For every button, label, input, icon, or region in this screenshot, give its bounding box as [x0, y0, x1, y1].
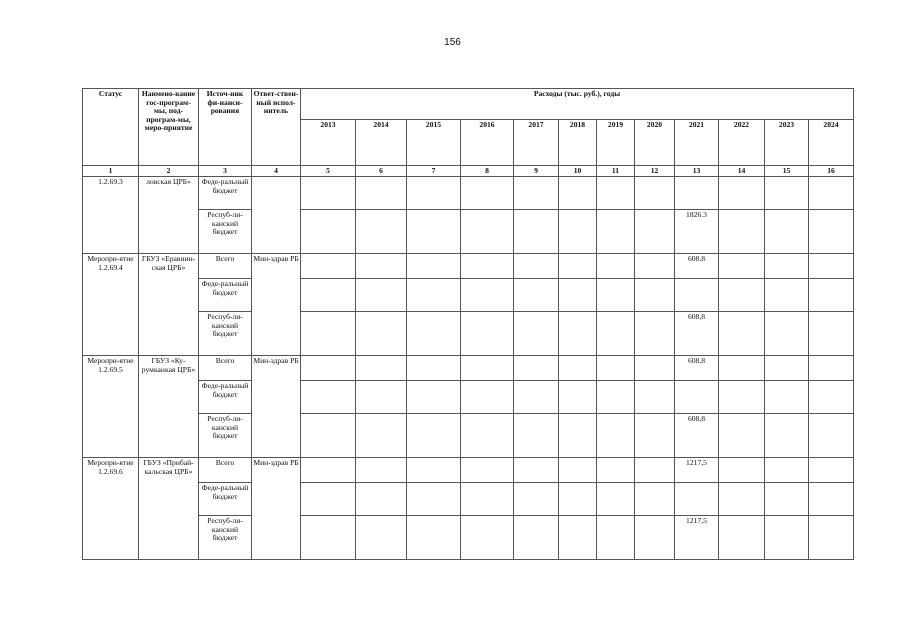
status-cell: Меропри-ятие 1.2.69.6: [83, 458, 139, 560]
value-cell: [765, 312, 809, 356]
value-cell: [407, 356, 461, 381]
table-row: [83, 279, 854, 312]
table-row: [83, 414, 854, 458]
value-cell: [407, 254, 461, 279]
value-cell: [559, 177, 597, 210]
value-cell: [514, 381, 559, 414]
value-cell: [635, 254, 675, 279]
value-cell: [597, 458, 635, 483]
value-cell: [356, 177, 407, 210]
value-cell: [559, 312, 597, 356]
source-cell: Всего: [199, 356, 252, 381]
value-cell: [597, 279, 635, 312]
table-row: [83, 516, 854, 560]
source-cell: Феде-ральный бюджет: [199, 381, 252, 414]
value-cell: [356, 414, 407, 458]
value-cell: [765, 483, 809, 516]
value-cell: [407, 516, 461, 560]
value-cell: [719, 516, 765, 560]
value-cell: [719, 177, 765, 210]
value-cell: [809, 516, 854, 560]
value-cell: [809, 458, 854, 483]
value-cell: [301, 279, 356, 312]
header-year: 2022: [719, 120, 765, 166]
value-cell: [597, 177, 635, 210]
column-number: 15: [765, 166, 809, 177]
value-cell: [301, 177, 356, 210]
source-cell: Респуб-ли-канский бюджет: [199, 312, 252, 356]
table-row: [83, 254, 854, 279]
header-name: Наимено-вание гос-програм-мы, под-програм-мы, меро-приятие: [139, 89, 199, 166]
source-cell: Всего: [199, 458, 252, 483]
value-cell: [407, 414, 461, 458]
value-cell: [514, 458, 559, 483]
value-cell: [809, 254, 854, 279]
executor-cell: Мин-здрав РБ: [252, 458, 301, 560]
value-2021-cell: 608,8: [675, 414, 719, 458]
source-cell: Феде-ральный бюджет: [199, 177, 252, 210]
source-cell: Респуб-ли-канский бюджет: [199, 210, 252, 254]
value-cell: [514, 279, 559, 312]
name-cell: ГБУЗ «Еравнин-ская ЦРБ»: [139, 254, 199, 356]
value-cell: [461, 312, 514, 356]
value-cell: [407, 483, 461, 516]
value-cell: [597, 516, 635, 560]
value-cell: [635, 381, 675, 414]
value-cell: [559, 414, 597, 458]
value-cell: [461, 254, 514, 279]
value-cell: [356, 254, 407, 279]
source-cell: Респуб-ли-канский бюджет: [199, 516, 252, 560]
value-cell: [356, 356, 407, 381]
column-number: 16: [809, 166, 854, 177]
header-year: 2020: [635, 120, 675, 166]
value-cell: [719, 414, 765, 458]
column-number: 14: [719, 166, 765, 177]
value-cell: [635, 516, 675, 560]
column-number: 12: [635, 166, 675, 177]
header-year: 2014: [356, 120, 407, 166]
value-cell: [559, 483, 597, 516]
value-cell: [597, 356, 635, 381]
header-source: Источ-ник фи-нанси-рования: [199, 89, 252, 166]
value-cell: [461, 381, 514, 414]
value-cell: [559, 356, 597, 381]
status-cell: Меропри-ятие 1.2.69.4: [83, 254, 139, 356]
value-cell: [809, 356, 854, 381]
value-cell: [635, 312, 675, 356]
value-cell: [514, 356, 559, 381]
source-cell: Респуб-ли-канский бюджет: [199, 414, 252, 458]
header-year: 2024: [809, 120, 854, 166]
value-cell: [301, 356, 356, 381]
value-cell: [461, 177, 514, 210]
value-cell: [356, 279, 407, 312]
value-cell: [635, 414, 675, 458]
header-status: Статус: [83, 89, 139, 166]
name-cell: ГБУЗ «Прибай-кальская ЦРБ»: [139, 458, 199, 560]
value-cell: [301, 414, 356, 458]
value-cell: [635, 356, 675, 381]
executor-cell: [252, 177, 301, 254]
value-cell: [514, 177, 559, 210]
value-cell: [301, 254, 356, 279]
value-cell: [765, 356, 809, 381]
table-row: [83, 356, 854, 381]
value-cell: [461, 483, 514, 516]
value-cell: [301, 210, 356, 254]
value-2021-cell: [675, 483, 719, 516]
header-year: 2013: [301, 120, 356, 166]
value-2021-cell: 1217,5: [675, 516, 719, 560]
value-cell: [719, 458, 765, 483]
value-cell: [597, 414, 635, 458]
value-cell: [514, 414, 559, 458]
value-cell: [809, 381, 854, 414]
header-executor: Ответ-ствен-ный испол-нитель: [252, 89, 301, 166]
value-2021-cell: [675, 279, 719, 312]
column-number: 6: [356, 166, 407, 177]
value-cell: [407, 312, 461, 356]
value-cell: [461, 356, 514, 381]
value-cell: [809, 210, 854, 254]
value-cell: [407, 177, 461, 210]
column-number: 13: [675, 166, 719, 177]
value-cell: [597, 381, 635, 414]
status-cell: 1.2.69.3: [83, 177, 139, 254]
value-cell: [809, 414, 854, 458]
column-number: 7: [407, 166, 461, 177]
column-number: 9: [514, 166, 559, 177]
value-cell: [461, 210, 514, 254]
value-2021-cell: 608,8: [675, 312, 719, 356]
executor-cell: Мин-здрав РБ: [252, 254, 301, 356]
table-row: [83, 483, 854, 516]
executor-cell: Мин-здрав РБ: [252, 356, 301, 458]
header-year: 2023: [765, 120, 809, 166]
value-cell: [809, 279, 854, 312]
column-number: 5: [301, 166, 356, 177]
value-cell: [719, 254, 765, 279]
column-number: 2: [139, 166, 199, 177]
value-cell: [559, 254, 597, 279]
value-cell: [301, 516, 356, 560]
page-number: 156: [444, 37, 461, 48]
value-cell: [514, 210, 559, 254]
value-cell: [719, 356, 765, 381]
name-cell: ловская ЦРБ»: [139, 177, 199, 254]
value-cell: [461, 516, 514, 560]
header-year: 2021: [675, 120, 719, 166]
value-cell: [765, 279, 809, 312]
header-year: 2015: [407, 120, 461, 166]
table-body: [83, 177, 854, 560]
header-year: 2017: [514, 120, 559, 166]
value-cell: [597, 312, 635, 356]
value-cell: [356, 381, 407, 414]
header-expenses: Расходы (тыс. руб.), годы: [301, 89, 854, 120]
value-cell: [559, 458, 597, 483]
value-cell: [514, 254, 559, 279]
header-year: 2019: [597, 120, 635, 166]
value-cell: [301, 381, 356, 414]
value-cell: [635, 483, 675, 516]
value-cell: [635, 177, 675, 210]
value-cell: [719, 312, 765, 356]
value-cell: [559, 516, 597, 560]
source-cell: Феде-ральный бюджет: [199, 279, 252, 312]
header-year: 2016: [461, 120, 514, 166]
value-cell: [765, 516, 809, 560]
value-cell: [461, 458, 514, 483]
table-row: [83, 381, 854, 414]
value-cell: [765, 254, 809, 279]
table-row: [83, 210, 854, 254]
value-cell: [301, 458, 356, 483]
status-cell: Меропри-ятие 1.2.69.5: [83, 356, 139, 458]
column-number: 4: [252, 166, 301, 177]
value-cell: [719, 381, 765, 414]
budget-table: [82, 88, 854, 560]
value-cell: [514, 483, 559, 516]
value-2021-cell: [675, 381, 719, 414]
value-cell: [301, 483, 356, 516]
value-cell: [597, 210, 635, 254]
value-cell: [407, 279, 461, 312]
source-cell: Всего: [199, 254, 252, 279]
table-row: [83, 312, 854, 356]
value-cell: [356, 312, 407, 356]
column-number: 1: [83, 166, 139, 177]
value-cell: [356, 210, 407, 254]
value-cell: [559, 381, 597, 414]
value-cell: [765, 414, 809, 458]
value-cell: [635, 279, 675, 312]
value-cell: [356, 458, 407, 483]
value-cell: [356, 483, 407, 516]
column-number: 10: [559, 166, 597, 177]
value-cell: [407, 381, 461, 414]
value-cell: [559, 279, 597, 312]
value-cell: [635, 210, 675, 254]
value-cell: [461, 279, 514, 312]
value-cell: [559, 210, 597, 254]
value-cell: [514, 516, 559, 560]
value-cell: [719, 483, 765, 516]
value-2021-cell: 608.8: [675, 254, 719, 279]
column-number: 3: [199, 166, 252, 177]
header-year: 2018: [559, 120, 597, 166]
source-cell: Феде-ральный бюджет: [199, 483, 252, 516]
value-cell: [514, 312, 559, 356]
column-number: 11: [597, 166, 635, 177]
value-cell: [765, 177, 809, 210]
value-2021-cell: 608,8: [675, 356, 719, 381]
value-2021-cell: 1826.3: [675, 210, 719, 254]
value-cell: [407, 210, 461, 254]
value-cell: [719, 279, 765, 312]
column-number: 8: [461, 166, 514, 177]
value-cell: [719, 210, 765, 254]
value-cell: [809, 312, 854, 356]
value-2021-cell: 1217,5: [675, 458, 719, 483]
value-cell: [765, 458, 809, 483]
value-cell: [597, 254, 635, 279]
value-cell: [765, 381, 809, 414]
value-cell: [301, 312, 356, 356]
table-row: [83, 177, 854, 210]
value-cell: [635, 458, 675, 483]
value-cell: [597, 483, 635, 516]
table-row: [83, 458, 854, 483]
value-cell: [356, 516, 407, 560]
value-cell: [809, 177, 854, 210]
value-cell: [407, 458, 461, 483]
value-cell: [809, 483, 854, 516]
value-cell: [765, 210, 809, 254]
value-cell: [461, 414, 514, 458]
name-cell: ГБУЗ «Ку-румканкая ЦРБ»: [139, 356, 199, 458]
value-2021-cell: [675, 177, 719, 210]
column-numbers-row: [83, 166, 854, 177]
